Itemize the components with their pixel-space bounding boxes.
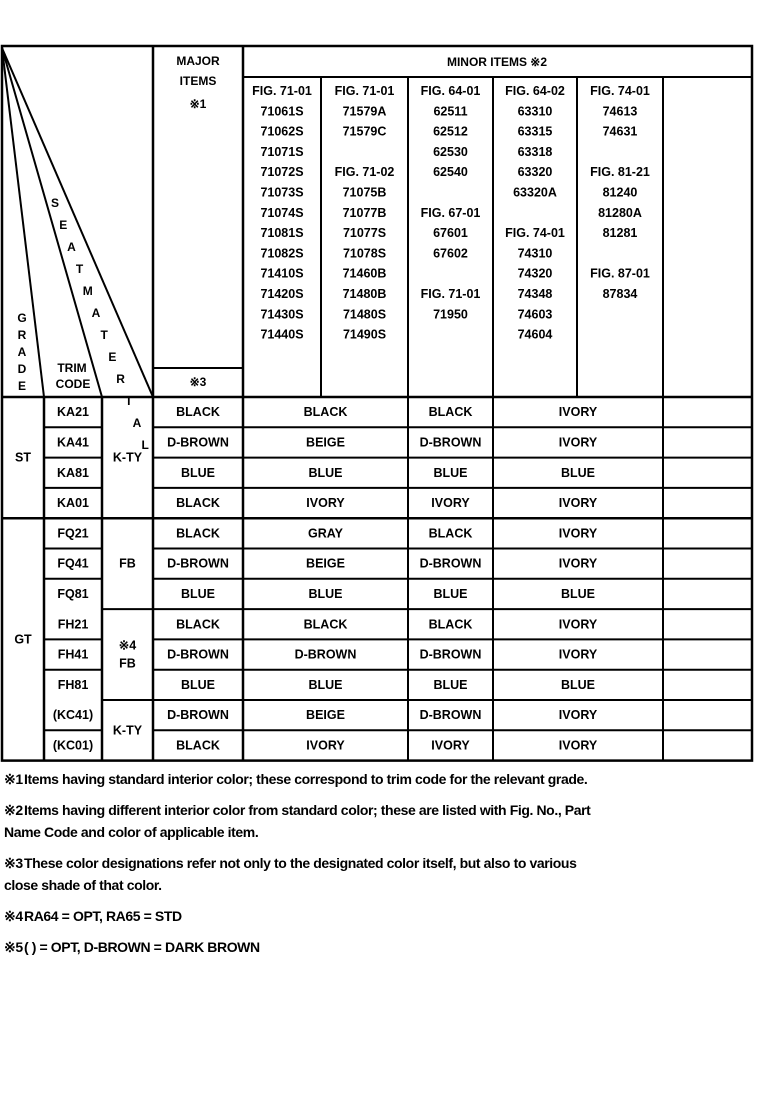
minor-part-code: 63320 [517,165,553,180]
trim-code-cell: FH81 [57,677,89,692]
minor-part-code: 62540 [433,165,468,180]
minor-part-code: 62512 [433,124,468,139]
minor-color-cell: BLUE [308,677,343,692]
trim-code-header: TRIM [57,361,87,375]
minor-part-code: 71074S [260,205,304,220]
footnote-line [4,852,576,874]
minor-part-code: 67601 [433,226,468,241]
minor-part-code: FIG. 64-02 [505,84,565,98]
seat-material-header: I [127,394,131,408]
minor-part-code: FIG. 71-01 [420,287,481,301]
minor-part-code: 74604 [517,327,553,342]
minor-part-code: 74348 [517,287,553,301]
minor-part-code: 62530 [433,144,468,159]
minor-part-code: 63320A [513,185,557,200]
footnote-text: RA64 = OPT, RA65 = STD [24,908,182,924]
trim-code-cell: KA81 [57,465,89,480]
minor-part-code: 71460B [342,266,387,281]
minor-color-cell: IVORY [558,496,598,511]
minor-part-code: FIG. 71-01 [334,84,395,98]
major-color-cell: BLACK [176,496,220,511]
minor-part-code: 71579C [342,124,387,139]
minor-color-cell: IVORY [431,738,470,753]
minor-part-code: FIG. 74-01 [590,84,650,98]
minor-part-code: 63315 [517,124,553,139]
major-items-header: MAJOR [176,54,220,68]
footnote-text: ( ) = OPT, D-BROWN = DARK BROWN [24,939,260,955]
minor-part-code: 74320 [517,266,553,281]
footnote-line [4,874,162,896]
footnote-text: close shade of that color. [4,877,162,893]
footnote-line [4,905,182,927]
trim-code-cell: FQ21 [57,526,89,541]
seat-material-header: M [82,284,93,298]
minor-color-cell: BLUE [308,586,343,601]
minor-part-code: FIG. 81-21 [590,165,650,180]
minor-part-code: 71082S [260,246,304,261]
minor-part-code: 63318 [517,144,553,159]
minor-color-cell: IVORY [558,708,598,723]
grade-header: D [17,362,27,376]
grade-header: G [17,311,27,325]
minor-color-cell: GRAY [308,526,343,541]
major-color-cell: BLUE [180,465,216,480]
minor-part-code: 71950 [433,307,468,322]
material-cell: FB [119,556,136,571]
trim-code-cell: FH21 [57,617,89,632]
minor-color-cell: IVORY [558,405,598,420]
grade-header: E [17,379,27,393]
seat-material-header: T [100,328,108,342]
minor-part-code: FIG. 71-01 [252,84,312,98]
seat-material-header: E [108,350,117,364]
seat-material-header: E [59,218,68,232]
seat-material-header: R [116,372,125,386]
minor-color-cell: IVORY [558,556,598,571]
major-color-cell: D-BROWN [167,556,229,571]
major-items-mark: ※1 [189,97,207,111]
minor-color-cell: D-BROWN [294,647,357,662]
major-color-cell: BLACK [176,405,220,420]
minor-part-code: 74631 [602,124,638,139]
minor-part-code: 74613 [602,104,638,119]
seat-material-header: L [141,438,149,452]
trim-code-cell: FQ41 [57,556,89,571]
seat-material-header: A [132,416,142,430]
minor-color-cell: D-BROWN [419,435,482,450]
minor-part-code: 71480S [342,307,387,322]
trim-code-cell: KA21 [57,405,89,420]
major-color-cell: BLACK [176,617,220,632]
major-color-cell: D-BROWN [167,647,229,662]
minor-part-code: 71075B [342,185,387,200]
footnote-text: Items having different interior color from standard color; these are listed with Fig. No., Part [24,802,591,818]
minor-color-cell: IVORY [306,738,345,753]
grade-cell: ST [15,450,31,465]
trim-code-cell: (KC01) [52,738,94,753]
minor-part-code: 67602 [433,246,468,261]
minor-part-code: 62511 [433,104,468,119]
minor-part-code: 71440S [260,327,304,342]
grade-header: R [17,328,27,342]
minor-part-code: 71073S [260,185,304,200]
minor-part-code: 71430S [260,307,304,322]
minor-color-cell: BLUE [433,586,468,601]
trim-code-cell: KA01 [57,496,89,511]
footnote-line [4,768,587,790]
material-note-mark: ※4 [118,638,137,653]
minor-part-code: 71420S [260,287,304,301]
minor-color-cell: BEIGE [306,556,345,571]
minor-color-cell: D-BROWN [419,647,482,662]
minor-color-cell: BEIGE [306,708,345,723]
footnote-text: These color designations refer not only to the designated color itself, but also to various [24,855,577,871]
seat-material-header: A [67,240,76,254]
major-color-cell: D-BROWN [167,708,229,723]
footnote-mark: ※5 [4,939,23,955]
grade-cell: GT [14,632,32,647]
minor-part-code: 71081S [260,226,304,241]
minor-part-code: 71490S [342,327,387,342]
minor-color-cell: BLACK [428,617,473,632]
minor-part-code: 74310 [517,246,553,261]
minor-part-code: 71077S [342,226,387,241]
footnote-mark: ※3 [4,855,23,871]
trim-code-cell: (KC41) [52,708,94,723]
trim-code-cell: FQ81 [57,586,89,601]
major-color-cell: D-BROWN [167,435,229,450]
minor-color-cell: BLUE [308,465,343,480]
minor-color-cell: IVORY [558,647,598,662]
footnote-mark: ※1 [4,771,23,787]
footnote-line [4,936,260,958]
minor-part-code: 71579A [342,104,387,119]
material-cell: K-TY [112,723,143,738]
major-items-header: ITEMS [179,74,217,88]
minor-part-code: 71078S [342,246,387,261]
minor-part-code: 71480B [342,287,387,301]
minor-part-code: 87834 [602,287,638,301]
minor-color-cell: BLUE [433,677,468,692]
material-cell: FB [119,656,136,671]
minor-part-code: FIG. 74-01 [505,226,565,241]
major-color-cell: BLUE [180,677,216,692]
minor-color-cell: BLACK [428,405,473,420]
material-cell: K-TY [112,450,143,465]
minor-items-header: MINOR ITEMS ※2 [446,55,548,69]
minor-color-cell: D-BROWN [419,708,482,723]
footnote-text: Name Code and color of applicable item. [4,824,259,840]
minor-color-cell: BEIGE [306,435,345,450]
minor-color-cell: BLUE [433,465,468,480]
seat-material-header: S [50,196,60,210]
minor-color-cell: IVORY [558,738,598,753]
major-color-mark: ※3 [189,375,207,389]
minor-part-code: 74603 [517,307,553,322]
trim-code-cell: FH41 [57,647,89,662]
minor-color-cell: IVORY [306,496,345,511]
grade-header: A [17,345,27,359]
minor-part-code: 71062S [260,124,304,139]
minor-part-code: 63310 [517,104,553,119]
minor-color-cell: IVORY [558,435,598,450]
table-border [2,46,752,761]
minor-color-cell: IVORY [558,617,598,632]
major-color-cell: BLACK [176,526,220,541]
seat-material-header: A [91,306,101,320]
footnote-mark: ※2 [4,802,23,818]
trim-code-header: CODE [55,377,91,391]
major-color-cell: BLUE [180,586,216,601]
minor-part-code: 81281 [602,226,638,241]
major-color-cell: BLACK [176,738,220,753]
minor-color-cell: D-BROWN [419,556,482,571]
footnote-line [4,799,590,821]
trim-code-cell: KA41 [57,435,89,450]
footnote-text: Items having standard interior color; these correspond to trim code for the relevant grade. [24,771,588,787]
minor-part-code: 71061S [260,104,304,119]
minor-part-code: 81240 [602,185,638,200]
minor-color-cell: BLACK [428,526,473,541]
minor-part-code: 71071S [260,144,304,159]
minor-color-cell: BLACK [303,405,348,420]
minor-part-code: 71072S [260,165,304,180]
minor-part-code: FIG. 64-01 [420,84,481,98]
minor-part-code: FIG. 71-02 [334,165,395,180]
minor-part-code: 71410S [260,266,304,281]
minor-color-cell: BLACK [303,617,348,632]
minor-part-code: FIG. 67-01 [420,205,481,220]
minor-part-code: 81280A [598,205,642,220]
minor-color-cell: BLUE [560,465,596,480]
minor-color-cell: BLUE [560,677,596,692]
seat-material-header: T [75,262,84,276]
footnote-line [4,821,258,843]
minor-color-cell: IVORY [431,496,470,511]
minor-part-code: 71077B [342,205,387,220]
minor-color-cell: IVORY [558,526,598,541]
minor-part-code: FIG. 87-01 [590,266,650,281]
minor-color-cell: BLUE [560,586,596,601]
footnote-mark: ※4 [4,908,23,924]
